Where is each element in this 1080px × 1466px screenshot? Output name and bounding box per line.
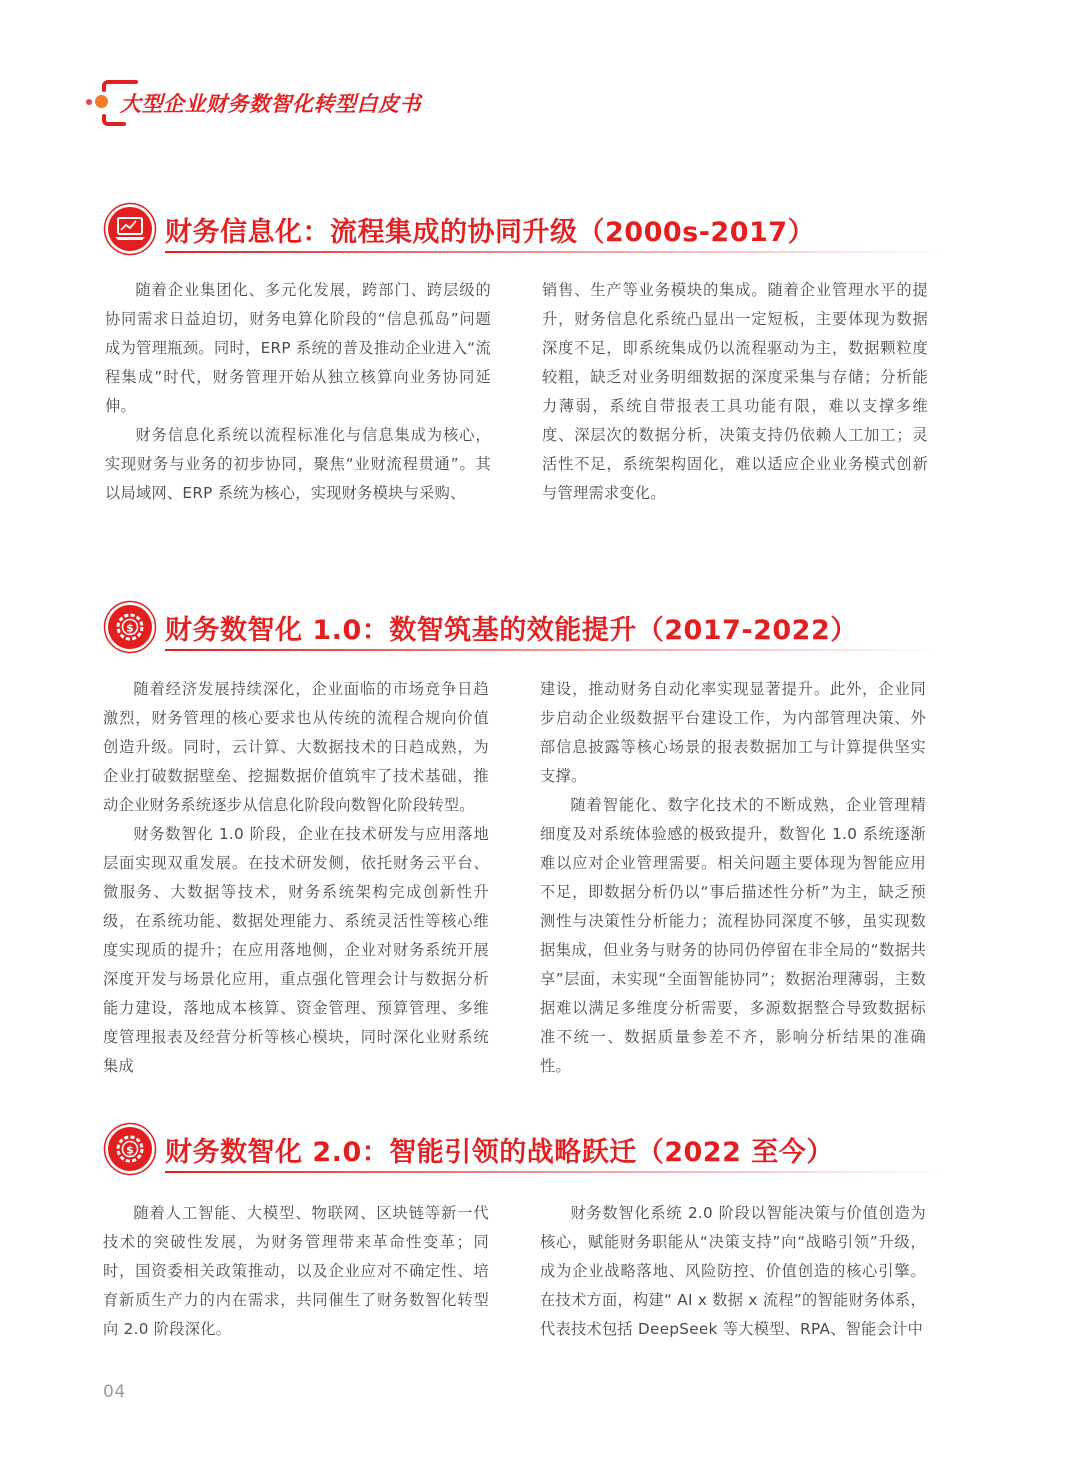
header-dot-small bbox=[86, 99, 92, 105]
paragraph: 随着经济发展持续深化，企业面临的市场竞争日趋激烈，财务管理的核心要求也从传统的流程合规向价值创造升级。同时，云计算、大数据技术的日趋成熟，为企业打破数据壁垒、挖掘数据价值筑牢了技术基础，推动企业财务系统逐步从信息化阶段向数智化阶段转型。 bbox=[103, 680, 489, 814]
svg-text:$: $ bbox=[126, 621, 134, 635]
section-heading-digital-2 bbox=[103, 1122, 943, 1178]
page-number: 04 bbox=[103, 1382, 126, 1402]
section-3-left-column bbox=[103, 1199, 489, 1344]
paragraph: 销售、生产等业务模块的集成。随着企业管理水平的提升，财务信息化系统凸显出一定短板，主要体现为数据深度不足，即系统集成仍以流程驱动为主，数据颗粒度较粗，缺乏对业务明细数据的深度采集与存储；分析能力薄弱，系统自带报表工具功能有限，难以支撑多维度、深层次的数据分析，决策支持仍依赖人工加工；灵活性不足，系统架构固化，难以适应企业业务模式创新与管理需求变化。 bbox=[542, 281, 928, 502]
section-title: 财务信息化：流程集成的协同升级（2000s-2017） bbox=[165, 217, 816, 248]
section-title: 财务数智化 2.0：智能引领的战略跃迁（2022 至今） bbox=[165, 1137, 834, 1168]
section-title: 财务数智化 1.0：数智筑基的效能提升（2017-2022） bbox=[165, 615, 858, 646]
laptop-chart-icon bbox=[103, 202, 157, 256]
section-3-right-column bbox=[540, 1199, 926, 1344]
paragraph: 财务数智化 1.0 阶段，企业在技术研发与应用落地层面实现双重发展。在技术研发侧，依托财务云平台、微服务、大数据等技术，财务系统架构完成创新性升级，在系统功能、数据处理能力、系统灵活性等核心维度实现质的提升；在应用落地侧，企业对财务系统开展深度开发与场景化应用，重点强化管理会计与数据分析能力建设，落地成本核算、资金管理、预算管理、多维度管理报表及经营分析等核心模块，同时深化业财系统集成 bbox=[103, 825, 489, 1075]
paragraph: 随着企业集团化、多元化发展，跨部门、跨层级的协同需求日益迫切，财务电算化阶段的“信息孤岛”问题成为管理瓶颈。同时，ERP 系统的普及推动企业进入“流程集成”时代，财务管理开始从独立核算向业务协同延伸。 bbox=[105, 281, 491, 415]
header-dot-large bbox=[95, 95, 108, 108]
section-2-left-column bbox=[103, 675, 489, 1081]
gear-dollar-icon bbox=[103, 1122, 157, 1176]
document-title: 大型企业财务数智化转型白皮书 bbox=[120, 92, 421, 116]
section-1-left-column bbox=[105, 276, 491, 508]
section-divider bbox=[165, 649, 943, 651]
paragraph: 随着人工智能、大模型、物联网、区块链等新一代技术的突破性发展，为财务管理带来革命性变革；同时，国资委相关政策推动，以及企业应对不确定性、培育新质生产力的内在需求，共同催生了财务数智化转型向 2.0 阶段深化。 bbox=[103, 1204, 489, 1338]
gear-dollar-icon bbox=[103, 600, 157, 654]
section-heading-information bbox=[103, 202, 943, 258]
section-1-right-column bbox=[542, 276, 928, 508]
paragraph: 财务信息化系统以流程标准化与信息集成为核心，实现财务与业务的初步协同，聚焦“业财流程贯通”。其以局域网、ERP 系统为核心，实现财务模块与采购、 bbox=[105, 426, 491, 502]
svg-text:$: $ bbox=[126, 1143, 134, 1157]
paragraph: 财务数智化系统 2.0 阶段以智能决策与价值创造为核心，赋能财务职能从“决策支持”向“战略引领”升级，成为企业战略落地、风险防控、价值创造的核心引擎。在技术方面，构建“ AI x 数据 x 流程”的智能财务体系，代表技术包括 DeepSeek 等大模型、RPA、智能会计中 bbox=[540, 1204, 926, 1338]
section-divider bbox=[165, 1171, 943, 1173]
paragraph: 建设，推动财务自动化率实现显著提升。此外，企业同步启动企业级数据平台建设工作，为内部管理决策、外部信息披露等核心场景的报表数据加工与计算提供坚实支撑。 bbox=[540, 680, 926, 785]
section-divider bbox=[165, 251, 943, 253]
section-heading-digital-1 bbox=[103, 600, 943, 656]
section-2-right-column bbox=[540, 675, 926, 1081]
paragraph: 随着智能化、数字化技术的不断成熟，企业管理精细度及对系统体验感的极致提升，数智化 1.0 系统逐渐难以应对企业管理需要。相关问题主要体现为智能应用不足，即数据分析仍以“事后描述性分析”为主，缺乏预测性与决策性分析能力；流程协同深度不够，虽实现数据集成，但业务与财务的协同仍停留在非全局的“数据共享”层面，未实现“全面智能协同”；数据治理薄弱，主数据难以满足多维度分析需要，多源数据整合导致数据标准不统一、数据质量参差不齐，影响分析结果的准确性。 bbox=[540, 796, 926, 1075]
document-header bbox=[86, 74, 506, 132]
